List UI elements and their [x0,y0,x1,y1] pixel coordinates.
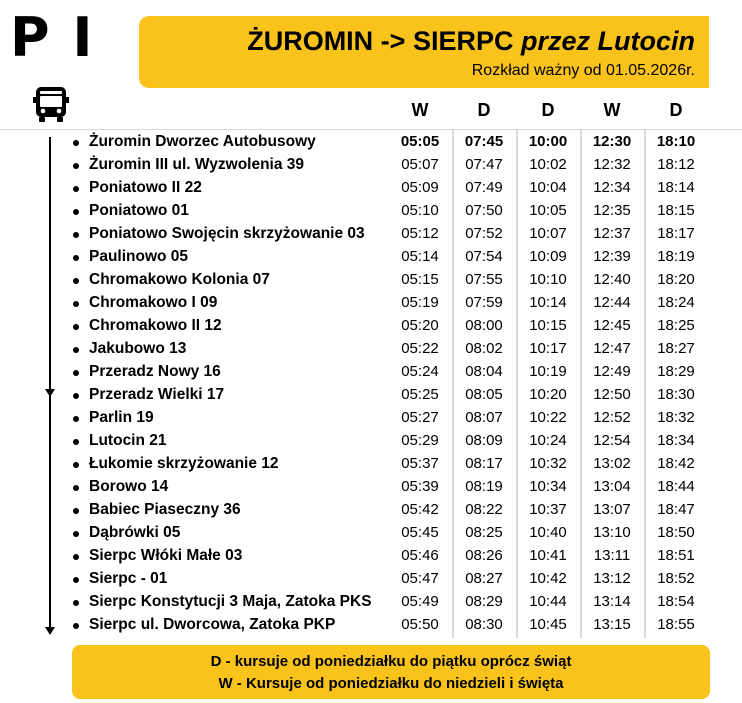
stop-bullet-icon [73,140,79,146]
departure-time: 12:54 [593,432,631,449]
departure-time: 13:14 [593,593,631,610]
departure-time: 08:04 [465,363,503,380]
legend-w: W - Kursuje od poniedziałku do niedzieli i święta [218,675,564,692]
departure-time: 08:07 [465,409,503,426]
departure-time: 18:19 [657,248,695,265]
departure-time: 18:51 [657,547,695,564]
departure-time: 08:22 [465,501,503,518]
stop-name: Przeradz Nowy 16 [89,363,221,380]
departure-time: 12:49 [593,363,631,380]
table-row [0,407,742,430]
departure-time: 18:27 [657,340,695,357]
table-row [0,430,742,453]
departure-time: 10:22 [529,409,567,426]
departure-time: 07:59 [465,294,503,311]
departure-time: 18:15 [657,202,695,219]
stop-bullet-icon [73,462,79,468]
departure-time: 13:15 [593,616,631,633]
column-header: D [541,100,555,120]
departure-time: 05:12 [401,225,439,242]
stop-name: Przeradz Wielki 17 [89,386,225,403]
departure-time: 05:14 [401,248,439,265]
departure-time: 10:37 [529,501,567,518]
departure-time: 05:10 [401,202,439,219]
departure-time: 18:50 [657,524,695,541]
departure-time: 10:20 [529,386,567,403]
table-row [0,154,742,177]
departure-time: 10:15 [529,317,567,334]
stop-bullet-icon [73,531,79,537]
validity-date: Rozkład ważny od 01.05.2026r. [471,62,695,79]
departure-time: 18:17 [657,225,695,242]
departure-time: 13:04 [593,478,631,495]
departure-time: 05:09 [401,179,439,196]
table-row [0,384,742,407]
departure-time: 13:12 [593,570,631,587]
stop-bullet-icon [73,554,79,560]
table-row [0,522,742,545]
departure-time: 12:30 [592,133,632,150]
stop-name: Sierpc ul. Dworcowa, Zatoka PKP [89,616,336,633]
departure-time: 18:54 [657,593,695,610]
departure-time: 05:50 [401,616,439,633]
departure-time: 08:30 [465,616,503,633]
column-header: D [477,100,491,120]
legend-d: D - kursuje od poniedziałku do piątku oprócz świąt [210,653,572,670]
departure-time: 10:44 [529,593,567,610]
departure-time: 05:47 [401,570,439,587]
stop-name: Poniatowo Swojęcin skrzyżowanie 03 [89,225,365,242]
departure-time: 08:26 [465,547,503,564]
departure-time: 05:22 [401,340,439,357]
departure-time: 05:24 [401,363,439,380]
departure-time: 07:45 [464,133,504,150]
departure-time: 07:49 [465,179,503,196]
stop-bullet-icon [73,600,79,606]
stop-name: Paulinowo 05 [89,248,189,265]
departure-time: 10:10 [529,271,567,288]
departure-time: 18:29 [657,363,695,380]
departure-time: 18:30 [657,386,695,403]
departure-time: 08:17 [465,455,503,472]
stop-name: Babiec Piaseczny 36 [89,501,241,518]
departure-time: 05:07 [401,156,439,173]
stop-bullet-icon [73,623,79,629]
departure-time: 13:11 [593,547,631,564]
stop-name: Sierpc - 01 [89,570,168,587]
departure-time: 10:17 [529,340,567,357]
stop-name: Chromakowo Kolonia 07 [89,271,270,288]
departure-time: 10:45 [529,616,567,633]
stop-name: Chromakowo II 12 [89,317,222,334]
table-row [0,223,742,246]
route-name: ŻUROMIN -> SIERPC [247,26,514,56]
departure-time: 13:07 [593,501,631,518]
departure-time: 10:14 [529,294,567,311]
departure-time: 10:24 [529,432,567,449]
departure-time: 08:05 [465,386,503,403]
departure-time: 08:09 [465,432,503,449]
stop-bullet-icon [73,416,79,422]
departure-time: 18:10 [656,133,696,150]
stop-bullet-icon [73,255,79,261]
stop-name: Żuromin III ul. Wyzwolenia 39 [89,156,305,173]
departure-time: 12:34 [593,179,631,196]
route-title [247,26,695,57]
departure-time: 10:07 [529,225,567,242]
stop-name: Sierpc Włóki Małe 03 [89,547,243,564]
departure-time: 05:45 [401,524,439,541]
departure-time: 10:05 [529,202,567,219]
departure-time: 18:52 [657,570,695,587]
bus-icon [31,84,71,124]
stop-bullet-icon [73,439,79,445]
table-row [0,269,742,292]
departure-time: 08:29 [465,593,503,610]
departure-time: 10:04 [529,179,567,196]
stop-name: Poniatowo II 22 [89,179,202,196]
departure-time: 18:25 [657,317,695,334]
table-row [0,177,742,200]
departure-time: 18:24 [657,294,695,311]
stop-name: Lutocin 21 [89,432,167,449]
departure-time: 05:27 [401,409,439,426]
departure-time: 08:27 [465,570,503,587]
table-row [0,200,742,223]
table-row [0,453,742,476]
stop-bullet-icon [73,278,79,284]
departure-time: 12:52 [593,409,631,426]
stop-bullet-icon [73,577,79,583]
departure-time: 07:47 [465,156,503,173]
stop-name: Łukomie skrzyżowanie 12 [89,455,279,472]
stop-bullet-icon [73,508,79,514]
departure-time: 18:55 [657,616,695,633]
table-row [0,131,742,154]
departure-time: 12:45 [593,317,631,334]
table-row [0,292,742,315]
table-row [0,361,742,384]
stop-name: Borowo 14 [89,478,169,495]
departure-time: 08:02 [465,340,503,357]
departure-time: 12:40 [593,271,631,288]
stop-name: Dąbrówki 05 [89,524,181,541]
table-row [0,246,742,269]
legend [72,645,710,699]
departure-time: 05:19 [401,294,439,311]
stop-bullet-icon [73,485,79,491]
column-header: W [603,100,621,120]
route-via: przez Lutocin [521,26,695,56]
departure-time: 10:09 [529,248,567,265]
departure-time: 10:40 [529,524,567,541]
departure-time: 12:39 [593,248,631,265]
stop-bullet-icon [73,209,79,215]
table-row [0,499,742,522]
table-row [0,545,742,568]
departure-time: 05:37 [401,455,439,472]
stop-name: Chromakowo I 09 [89,294,218,311]
table-row [0,315,742,338]
stop-bullet-icon [73,163,79,169]
stop-name: Żuromin Dworzec Autobusowy [89,133,316,150]
departure-time: 10:19 [529,363,567,380]
stop-name: Jakubowo 13 [89,340,187,357]
departure-time: 12:35 [593,202,631,219]
header-divider [0,129,742,130]
departure-time: 12:37 [593,225,631,242]
route-header [139,16,709,88]
departure-time: 10:34 [529,478,567,495]
departure-time: 10:02 [529,156,567,173]
departure-time: 07:54 [465,248,503,265]
departure-time: 18:14 [657,179,695,196]
departure-time: 05:25 [401,386,439,403]
departure-time: 18:42 [657,455,695,472]
stop-bullet-icon [73,393,79,399]
departure-time: 08:00 [465,317,503,334]
departure-time: 07:50 [465,202,503,219]
stop-bullet-icon [73,232,79,238]
departure-time: 18:34 [657,432,695,449]
departure-time: 12:47 [593,340,631,357]
departure-time: 12:32 [593,156,631,173]
departure-time: 05:49 [401,593,439,610]
table-row [0,568,742,591]
departure-time: 05:42 [401,501,439,518]
departure-time: 10:32 [529,455,567,472]
departure-time: 05:20 [401,317,439,334]
stop-bullet-icon [73,186,79,192]
stop-bullet-icon [73,301,79,307]
column-header: W [411,100,429,120]
departure-time: 08:25 [465,524,503,541]
departure-time: 05:46 [401,547,439,564]
departure-time: 05:39 [401,478,439,495]
departure-time: 05:15 [401,271,439,288]
table-row [0,614,742,637]
departure-time: 10:41 [529,547,567,564]
departure-time: 13:10 [593,524,631,541]
departure-time: 10:42 [529,570,567,587]
line-badge: P I [10,6,95,69]
stop-name: Poniatowo 01 [89,202,189,219]
departure-time: 12:50 [593,386,631,403]
departure-time: 05:29 [401,432,439,449]
departure-time: 08:19 [465,478,503,495]
stop-name: Sierpc Konstytucji 3 Maja, Zatoka PKS [89,593,372,610]
departure-time: 18:32 [657,409,695,426]
departure-time: 18:20 [657,271,695,288]
departure-time: 13:02 [593,455,631,472]
stop-bullet-icon [73,347,79,353]
stop-name: Parlin 19 [89,409,154,426]
departure-time: 12:44 [593,294,631,311]
departure-time: 10:00 [528,133,568,150]
column-header: D [669,100,683,120]
departure-time: 05:05 [400,133,440,150]
departure-time: 18:44 [657,478,695,495]
departure-time: 07:52 [465,225,503,242]
stop-bullet-icon [73,324,79,330]
table-row [0,476,742,499]
stop-bullet-icon [73,370,79,376]
table-row [0,338,742,361]
table-row [0,591,742,614]
departure-time: 18:47 [657,501,695,518]
departure-time: 07:55 [465,271,503,288]
departure-time: 18:12 [657,156,695,173]
